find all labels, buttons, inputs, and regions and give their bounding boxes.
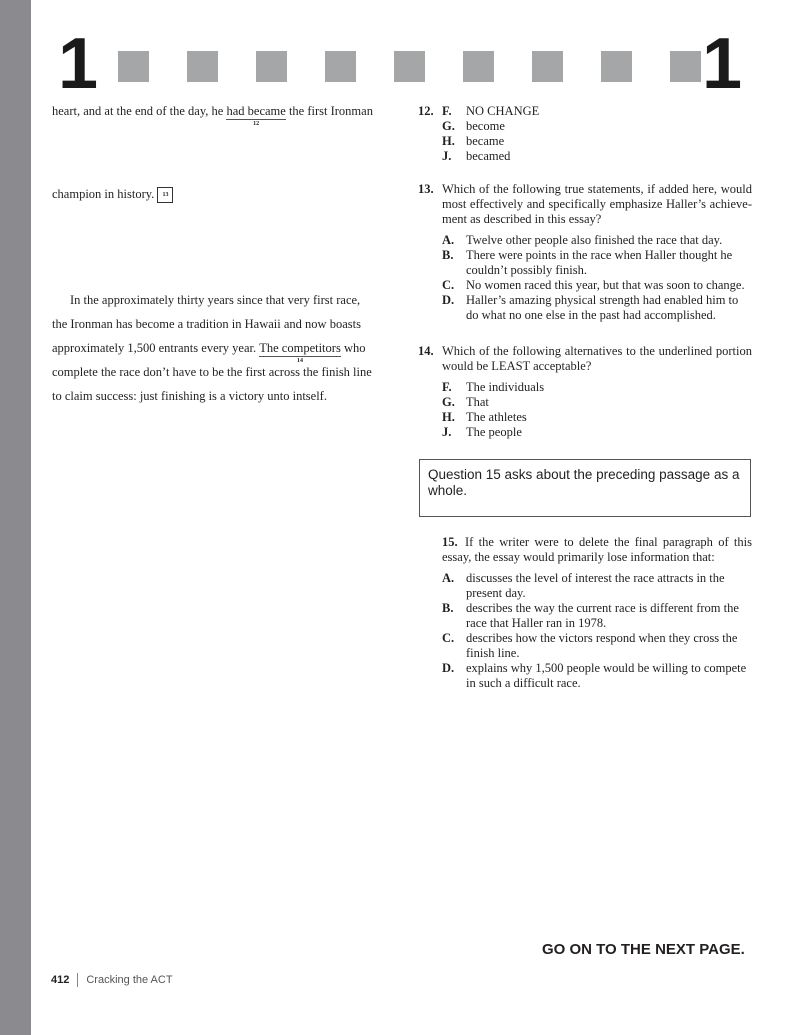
question-number: 15. — [442, 535, 458, 549]
option-letter: C. — [442, 631, 455, 645]
text: champion in history. — [52, 187, 155, 201]
text: approximately 1,500 entrants every year. — [52, 341, 260, 355]
underlined-portion-12[interactable] — [226, 104, 286, 127]
text: who — [340, 341, 366, 355]
passage-line: complete the race don’t have to be the first across the finish line — [52, 365, 372, 379]
question-number: 13. — [418, 182, 434, 196]
option-text: became — [466, 134, 505, 148]
answer-option[interactable] — [418, 631, 752, 661]
section-square — [187, 51, 218, 82]
book-title: Cracking the ACT — [86, 973, 173, 986]
footer — [51, 973, 173, 987]
option-text: NO CHANGE — [466, 104, 540, 118]
section-number-left: 1 — [58, 24, 99, 104]
question-number: 14. — [418, 344, 434, 358]
passage-line: to claim success: just finishing is a victory unto intself. — [52, 389, 327, 403]
option-letter: H. — [442, 410, 455, 424]
option-letter: J. — [442, 149, 452, 163]
question-number: 12. — [418, 104, 434, 118]
option-letter: A. — [442, 571, 455, 585]
answer-option[interactable] — [418, 134, 752, 149]
option-text: become — [466, 119, 505, 133]
section-square — [394, 51, 425, 82]
option-letter: D. — [442, 661, 455, 675]
answer-option[interactable] — [418, 149, 752, 164]
option-text: Haller’s amazing physical strength had enabled him to do what no one else in the past had accomplished. — [466, 293, 739, 322]
option-letter: B. — [442, 601, 454, 615]
answer-option[interactable] — [418, 571, 752, 601]
option-letter: B. — [442, 248, 454, 262]
section-square — [670, 51, 701, 82]
option-letter: A. — [442, 233, 455, 247]
answer-option[interactable] — [418, 380, 752, 395]
option-text: No women raced this year, but that was soon to change. — [466, 278, 745, 292]
text: had became — [226, 104, 286, 118]
question-box-marker[interactable]: 13 — [157, 187, 173, 203]
option-letter: H. — [442, 134, 455, 148]
question-marker: 12 — [253, 121, 260, 127]
question-text: If the writer were to delete the final paragraph of this essay, the essay would primarily lose information that: — [442, 535, 752, 564]
question-text: Which of the following alternatives to the underlined portion would be LEAST acceptable? — [442, 344, 752, 373]
option-letter: J. — [442, 425, 452, 439]
answer-option[interactable] — [418, 119, 752, 134]
passage-line: the Ironman has become a tradition in Hawaii and now boasts — [52, 317, 361, 331]
answer-option[interactable] — [418, 278, 752, 293]
passage-line — [52, 104, 373, 127]
option-text: The athletes — [466, 410, 527, 424]
answer-option[interactable] — [418, 661, 752, 691]
question-13 — [418, 182, 752, 323]
answer-option[interactable] — [418, 233, 752, 248]
option-text: The people — [466, 425, 522, 439]
answer-option[interactable] — [418, 104, 752, 119]
option-text: discusses the level of interest the race attracts in the present day. — [466, 571, 725, 600]
passage-line — [52, 341, 366, 364]
section-square — [325, 51, 356, 82]
option-letter: G. — [442, 119, 455, 133]
go-on-notice: GO ON TO THE NEXT PAGE. — [542, 941, 745, 958]
page-edge-bar — [0, 0, 31, 1035]
answer-option[interactable] — [418, 248, 752, 278]
divider — [77, 973, 78, 987]
answer-option[interactable] — [418, 293, 752, 323]
section-number-right: 1 — [702, 24, 743, 104]
question-14 — [418, 344, 752, 440]
question-12 — [418, 104, 752, 164]
question-15 — [418, 535, 752, 691]
question-marker: 14 — [297, 358, 304, 364]
option-letter: D. — [442, 293, 455, 307]
answer-option[interactable] — [418, 410, 752, 425]
question-text: Which of the following true statements, if added here, would most effectively and specifically emphasize Haller’s achieve-ment as described in this essay? — [442, 182, 752, 226]
text: The competitors — [259, 341, 341, 355]
underlined-portion-14[interactable] — [259, 341, 341, 364]
section-square — [463, 51, 494, 82]
answer-option[interactable] — [418, 425, 752, 440]
option-text: explains why 1,500 people would be willing to compete in such a difficult race. — [466, 661, 747, 690]
option-text: becamed — [466, 149, 511, 163]
option-text: describes the way the current race is different from the race that Haller ran in 1978. — [466, 601, 739, 630]
option-text: There were points in the race when Haller thought he couldn’t possibly finish. — [466, 248, 733, 277]
question-15-intro-box: Question 15 asks about the preceding passage as a whole. — [419, 459, 751, 517]
option-letter: F. — [442, 104, 452, 118]
option-letter: C. — [442, 278, 455, 292]
option-text: Twelve other people also finished the race that day. — [466, 233, 723, 247]
section-square — [532, 51, 563, 82]
option-letter: G. — [442, 395, 455, 409]
passage-line — [52, 187, 173, 203]
answer-option[interactable] — [418, 601, 752, 631]
text: heart, and at the end of the day, he — [52, 104, 227, 118]
option-text: The individuals — [466, 380, 545, 394]
section-square — [118, 51, 149, 82]
option-text: That — [466, 395, 489, 409]
section-square — [601, 51, 632, 82]
option-letter: F. — [442, 380, 452, 394]
answer-option[interactable] — [418, 395, 752, 410]
passage-line: In the approximately thirty years since that very first race, — [70, 293, 361, 307]
page-number: 412 — [51, 973, 70, 986]
section-square — [256, 51, 287, 82]
text: the first Ironman — [285, 104, 373, 118]
option-text: describes how the victors respond when they cross the finish line. — [466, 631, 738, 660]
